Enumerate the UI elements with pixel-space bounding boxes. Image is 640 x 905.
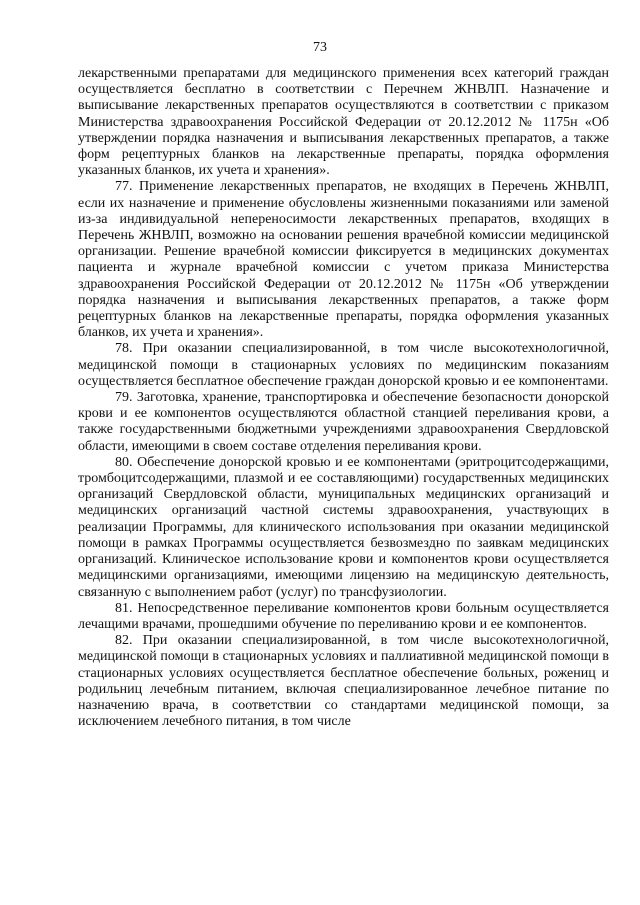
paragraph-77: 77. Применение лекарственных препаратов, не входящих в Перечень ЖНВЛП, если их назначение и применение обусловлены жизненными показаниями или заменой из-за индивидуальной непереносимости лекарственных препаратов, входящих в Перечень ЖНВЛП, возможно на основании решения врачебной комиссии медицинской организации. Решение врачебной комиссии фиксируется в медицинских документах пациента и журнале врачебной комиссии с учетом приказа Министерства здравоохранения Российской Федерации от 20.12.2012 № 1175н «Об утверждении порядка назначения и выписывания лекарственных препаратов, а также форм рецептурных бланков на лекарственные препараты, порядка оформления указанных бланков, их учета и хранения».	[78, 179, 609, 341]
paragraph-82: 82. При оказании специализированной, в том числе высокотехнологичной, медицинской помощи в стационарных условиях и паллиативной медицинской помощи в стационарных условиях осуществляется бесплатное обеспечение больных, рожениц и родильниц лечебным питанием, включая специализированное лечебное питание по назначению врача, в соответствии со стандартами медицинской помощи, за исключением лечебного питания, в том числе	[78, 633, 609, 730]
document-body	[78, 66, 609, 730]
paragraph-80: 80. Обеспечение донорской кровью и ее компонентами (эритроцитсодержащими, тромбоцитсодержащими, плазмой и ее составляющими) государственных медицинских организаций Свердловской области, муниципальных медицинских организаций и медицинских организаций частной системы здравоохранения, участвующих в реализации Программы, для клинического использования при оказании медицинской помощи в рамках Программы осуществляется безвозмездно по заявкам медицинских организаций. Клиническое использование крови и компонентов крови осуществляется медицинскими организациями, имеющими лицензию на медицинскую деятельность, связанную с выполнением работ (услуг) по трансфузиологии.	[78, 454, 609, 600]
paragraph-continuation: лекарственными препаратами для медицинского применения всех категорий граждан осуществляется бесплатно в соответствии с Перечнем ЖНВЛП. Назначение и выписывание лекарственных препаратов осуществляются в соответствии с приказом Министерства здравоохранения Российской Федерации от 20.12.2012 № 1175н «Об утверждении порядка назначения и выписывания лекарственных препаратов, а также форм рецептурных бланков на лекарственные препараты, порядка оформления указанных бланков, их учета и хранения».	[78, 66, 609, 179]
page-number: 73	[313, 40, 327, 55]
paragraph-78: 78. При оказании специализированной, в том числе высокотехнологичной, медицинской помощи в стационарных условиях по медицинским показаниям осуществляется бесплатное обеспечение граждан донорской кровью и ее компонентами.	[78, 341, 609, 389]
paragraph-79: 79. Заготовка, хранение, транспортировка и обеспечение безопасности донорской крови и ее компонентов осуществляются областной станцией переливания крови, а также государственными бюджетными учреждениями здравоохранения Свердловской области, имеющими в своем составе отделения переливания крови.	[78, 390, 609, 454]
paragraph-81: 81. Непосредственное переливание компонентов крови больным осуществляется лечащими врачами, прошедшими обучение по переливанию крови и ее компонентов.	[78, 600, 609, 632]
